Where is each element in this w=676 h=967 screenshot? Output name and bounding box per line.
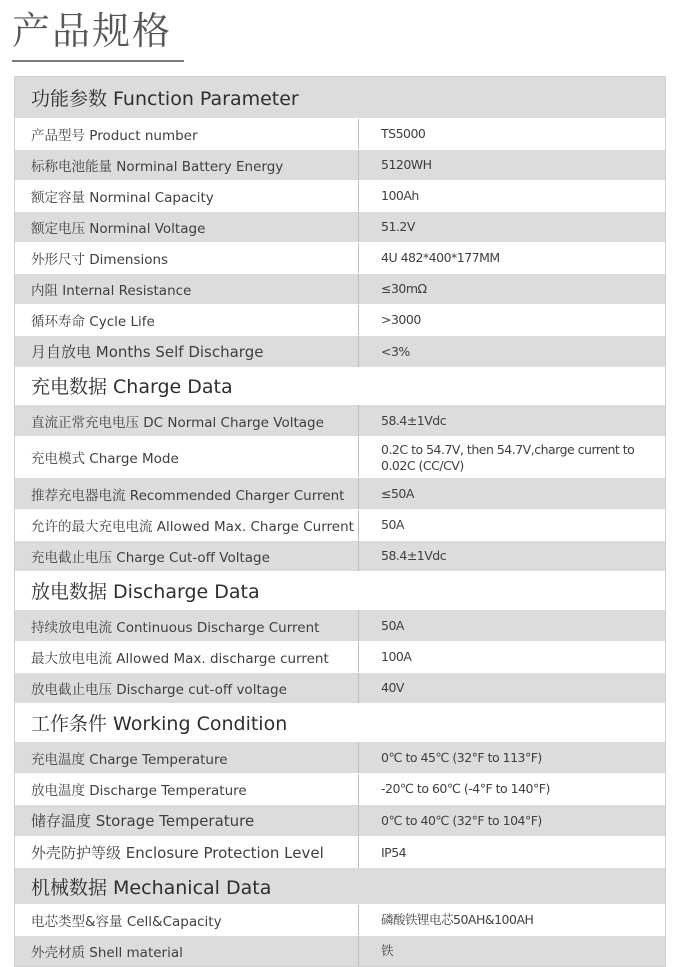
spec-value: >3000 — [381, 312, 421, 327]
spec-value: 4U 482*400*177MM — [381, 250, 500, 265]
spec-label: 充电截止电压 Charge Cut-off Voltage — [15, 541, 359, 571]
spec-label: 额定电压 Norminal Voltage — [15, 212, 359, 242]
spec-value: 50A — [381, 517, 404, 532]
table-row — [15, 304, 665, 335]
table-row — [15, 609, 665, 641]
spec-value: 磷酸铁锂电芯50AH&100AH — [381, 912, 534, 927]
spec-label: 电芯类型&容量 Cell&Capacity — [15, 905, 359, 935]
spec-label: 最大放电电流 Allowed Max. discharge current — [15, 642, 359, 672]
table-row — [15, 540, 665, 571]
spec-label: 内阻 Internal Resistance — [15, 274, 359, 304]
spec-value: 40V — [381, 680, 404, 695]
spec-label: 额定容量 Norminal Capacity — [15, 181, 359, 211]
table-row — [15, 335, 665, 367]
spec-label: 允许的最大充电电流 Allowed Max. Charge Current — [15, 510, 359, 540]
spec-value: ≤30mΩ — [381, 281, 427, 296]
title-underline — [12, 60, 184, 62]
spec-label: 放电温度 Discharge Temperature — [15, 774, 359, 804]
table-row — [15, 741, 665, 773]
spec-label: 充电模式 Charge Mode — [15, 437, 359, 477]
table-row — [15, 935, 665, 966]
spec-value: 100A — [381, 649, 412, 664]
spec-label: 产品型号 Product number — [15, 119, 359, 149]
spec-table — [14, 76, 666, 967]
spec-value: IP54 — [381, 844, 407, 860]
table-row — [15, 641, 665, 672]
spec-label: 循环寿命 Cycle Life — [15, 305, 359, 335]
spec-value: 51.2V — [381, 219, 415, 234]
table-row — [15, 404, 665, 436]
spec-label: 外壳材质 Shell material — [15, 936, 359, 966]
spec-label: 放电截止电压 Discharge cut-off voltage — [15, 673, 359, 703]
table-row — [15, 836, 665, 868]
spec-label: 持续放电电流 Continuous Discharge Current — [15, 610, 359, 641]
section-header-charge-data: 充电数据 Charge Data — [15, 367, 665, 404]
spec-value: 铁 — [381, 943, 394, 958]
spec-value: -20℃ to 60℃ (-4°F to 140°F) — [381, 781, 550, 796]
spec-value: 100Ah — [381, 188, 419, 203]
spec-value: 58.4±1Vdc — [381, 548, 447, 563]
spec-label: 标称电池能量 Norminal Battery Energy — [15, 150, 359, 180]
table-row — [15, 773, 665, 804]
table-row — [15, 118, 665, 149]
table-row — [15, 804, 665, 836]
spec-label: 月自放电 Months Self Discharge — [15, 336, 359, 367]
spec-value: 50A — [381, 617, 404, 633]
spec-label: 外壳防护等级 Enclosure Protection Level — [15, 837, 359, 868]
table-row — [15, 436, 665, 477]
spec-value: TS5000 — [381, 126, 426, 141]
spec-label: 直流正常充电电压 DC Normal Charge Voltage — [15, 405, 359, 436]
section-header-function-parameter: 功能参数 Function Parameter — [15, 77, 665, 118]
spec-value: ≤50A — [381, 485, 414, 501]
table-row — [15, 509, 665, 540]
section-header-working-condition: 工作条件 Working Condition — [15, 703, 665, 741]
spec-value: 0℃ to 45℃ (32°F to 113°F) — [381, 749, 542, 765]
table-row — [15, 180, 665, 211]
table-row — [15, 273, 665, 304]
spec-value: 58.4±1Vdc — [381, 412, 447, 428]
section-header-discharge-data: 放电数据 Discharge Data — [15, 571, 665, 609]
spec-value: 0℃ to 40℃ (32°F to 104°F) — [381, 812, 542, 828]
spec-label: 充电温度 Charge Temperature — [15, 742, 359, 773]
spec-label: 储存温度 Storage Temperature — [15, 805, 359, 836]
table-row — [15, 211, 665, 242]
table-row — [15, 477, 665, 509]
section-header-mechanical-data: 机械数据 Mechanical Data — [15, 868, 665, 904]
spec-label: 推荐充电器电流 Recommended Charger Current — [15, 478, 359, 509]
spec-value: <3% — [381, 343, 410, 359]
table-row — [15, 149, 665, 180]
table-row — [15, 672, 665, 703]
spec-label: 外形尺寸 Dimensions — [15, 243, 359, 273]
page-title: 产品规格 — [12, 9, 173, 53]
table-row — [15, 242, 665, 273]
spec-value: 0.2C to 54.7V, then 54.7V,charge current to 0.02C (CC/CV) — [381, 441, 635, 473]
spec-value: 5120WH — [381, 157, 432, 172]
table-row — [15, 904, 665, 935]
